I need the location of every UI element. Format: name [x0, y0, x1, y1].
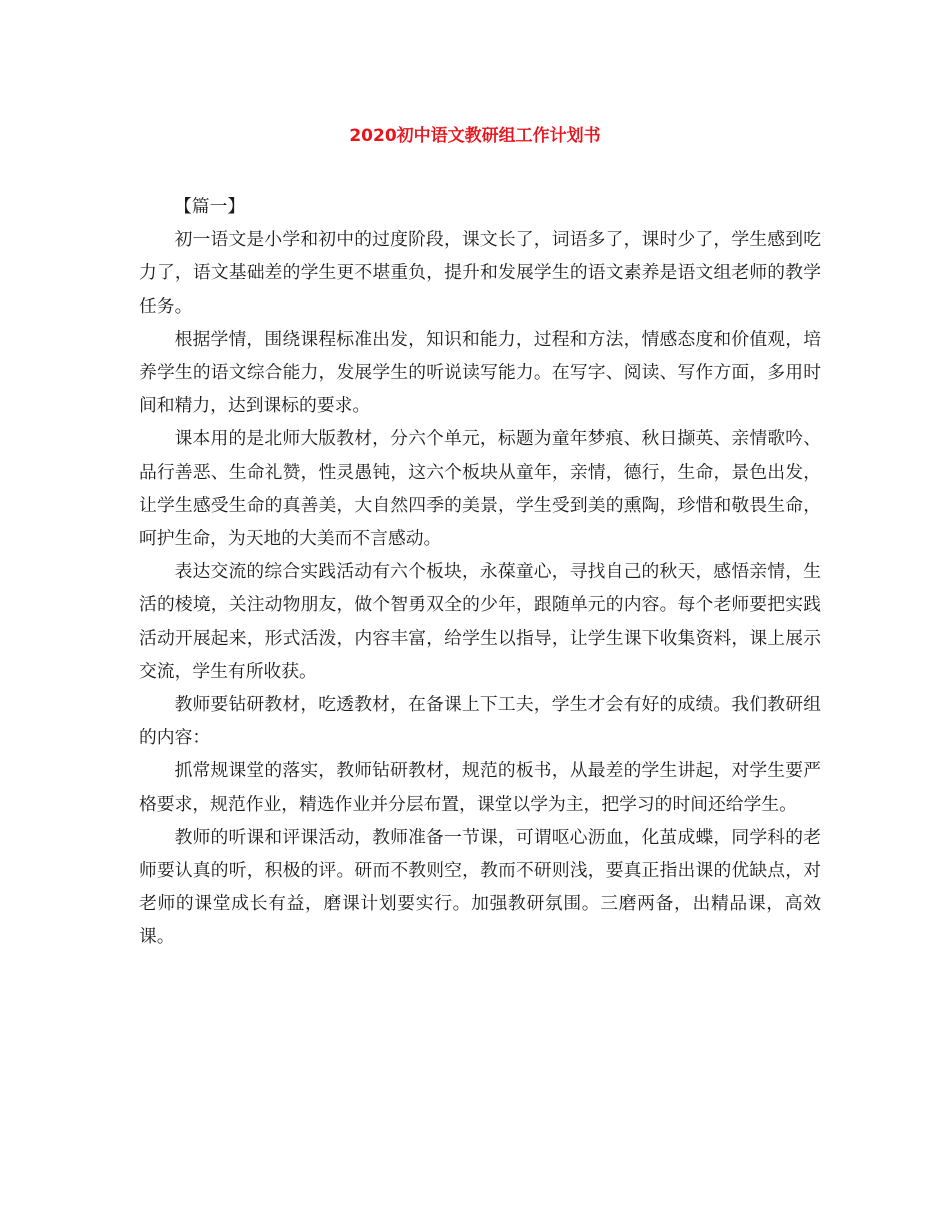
paragraph-3: 课本用的是北师大版教材，分六个单元，标题为童年梦痕、秋日撷英、亲情歌吟、品行善恶、生命礼赞，性灵愚钝，这六个板块从童年，亲情，德行，生命，景色出发，让学生感受生命的真善美，大自然四季的美景，学生受到美的熏陶，珍惜和敬畏生命，呵护生命，为天地的大美而不言感动。	[139, 428, 821, 550]
paragraph-6: 抓常规课堂的落实，教师钻研教材，规范的板书，从最差的学生讲起，对学生要严格要求，规范作业，精选作业并分层布置，课堂以学为主，把学习的时间还给学生。	[139, 760, 821, 815]
paragraph-1: 初一语文是小学和初中的过度阶段，课文长了，词语多了，课时少了，学生感到吃力了，语文基础差的学生更不堪重负，提升和发展学生的语文素养是语文组老师的教学任务。	[139, 229, 821, 317]
paragraph-4: 表达交流的综合实践活动有六个板块，永葆童心，寻找自己的秋天，感悟亲情，生活的棱境，关注动物朋友，做个智勇双全的少年，跟随单元的内容。每个老师要把实践活动开展起来，形式活泼，内容丰富，给学生以指导，让学生课下收集资料，课上展示交流，学生有所收获。	[139, 561, 821, 682]
paragraph-5: 教师要钻研教材，吃透教材，在备课上下工夫，学生才会有好的成绩。我们教研组的内容：	[139, 694, 821, 749]
document-title: 2020初中语文教研组工作计划书	[349, 126, 601, 146]
paragraph-7: 教师的听课和评课活动，教师准备一节课，可谓呕心沥血，化茧成蝶，同学科的老师要认真的听，积极的评。研而不教则空，教而不研则浅，要真正指出课的优缺点，对老师的课堂成长有益，磨课计划要实行。加强教研氛围。三磨两备，出精品课，高效课。	[139, 826, 821, 948]
section-label: 【篇一】	[174, 196, 246, 217]
paragraph-2: 根据学情，围绕课程标准出发，知识和能力，过程和方法，情感态度和价值观，培养学生的语文综合能力，发展学生的听说读写能力。在写字、阅读、写作方面，多用时间和精力，达到课标的要求。	[139, 328, 821, 417]
document-body	[139, 190, 821, 954]
